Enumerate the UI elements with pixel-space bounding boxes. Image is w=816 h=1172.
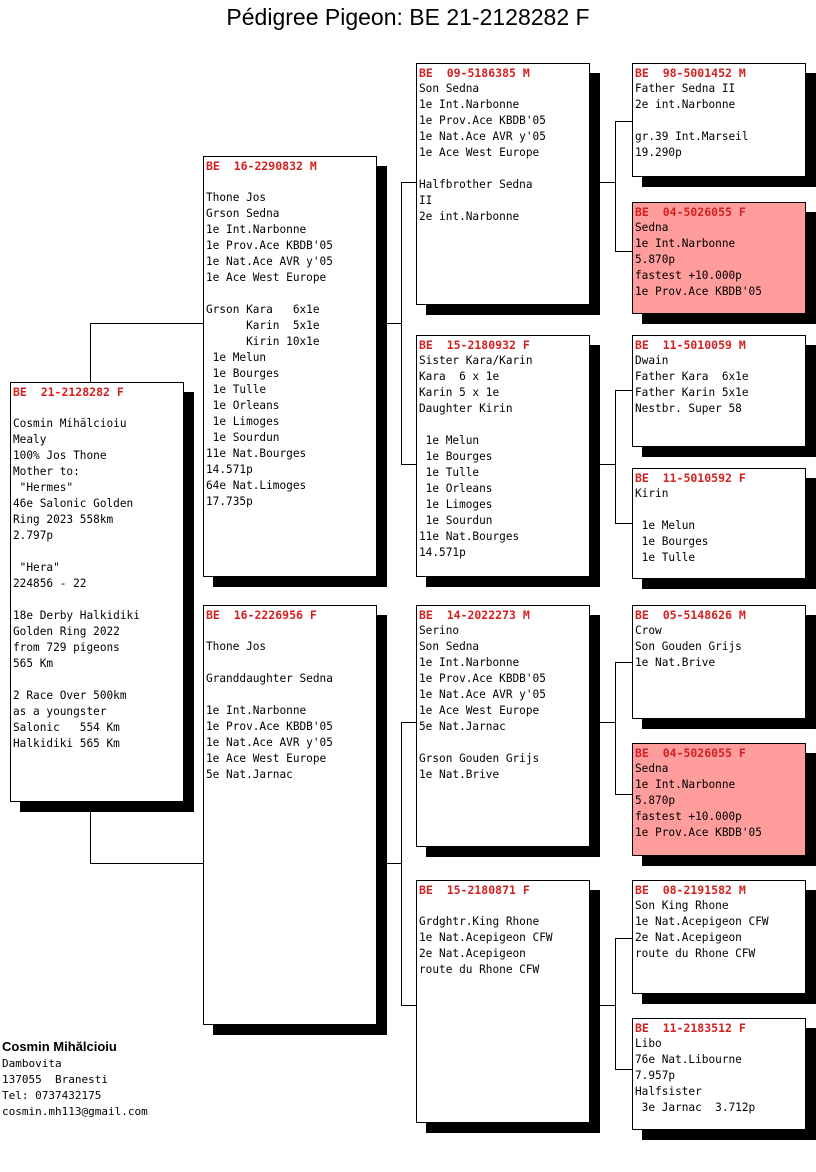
connector xyxy=(401,182,416,183)
pigeon-card-subject xyxy=(10,382,184,802)
note-line: Halkidiki 565 Km xyxy=(13,737,120,750)
connector xyxy=(615,662,616,794)
note-line: Dwain xyxy=(635,354,669,367)
note-line: Sedna xyxy=(635,221,669,234)
note-line: 1e Ace West Europe xyxy=(419,146,540,159)
note-line: 1e Orleans xyxy=(206,399,280,412)
pigeon-notes xyxy=(635,81,803,161)
connector xyxy=(598,464,615,465)
note-line: 11e Nat.Bourges xyxy=(419,530,520,543)
note-line: 1e Tulle xyxy=(206,383,267,396)
note-line: 1e Prov.Ace KBDB'05 xyxy=(419,672,546,685)
note-line: Son King Rhone xyxy=(635,899,729,912)
connector xyxy=(615,523,632,524)
note-line: Thone Jos xyxy=(206,191,267,204)
note-line: Thone Jos xyxy=(206,640,267,653)
ring-number: BE 11-2183512 F xyxy=(635,1021,746,1035)
note-line: 1e Melun xyxy=(635,519,696,532)
note-line xyxy=(419,735,587,751)
note-line: Grdghtr.King Rhone xyxy=(419,915,540,928)
note-line: Sedna xyxy=(635,762,669,775)
connector xyxy=(376,323,401,324)
note-line: Serino xyxy=(419,624,460,637)
note-line: 2.797p xyxy=(13,529,54,542)
owner-region: Dambovita xyxy=(2,1057,62,1070)
connector xyxy=(90,802,91,863)
note-line: 1e Ace West Europe xyxy=(419,704,540,717)
note-line xyxy=(206,687,374,703)
note-line: 46e Salonic Golden xyxy=(13,497,134,510)
note-line xyxy=(419,898,587,914)
note-line: 64e Nat.Limoges xyxy=(206,479,307,492)
note-line: 2 Race Over 500km xyxy=(13,689,127,702)
pigeon-notes xyxy=(13,400,181,752)
note-line: 1e Nat.Ace AVR y'05 xyxy=(419,688,546,701)
connector xyxy=(376,863,401,864)
note-line: from 729 pigeons xyxy=(13,641,120,654)
note-line: 1e Melun xyxy=(419,434,480,447)
pigeon-card-sire-dam xyxy=(416,335,590,577)
note-line: fastest +10.000p xyxy=(635,269,742,282)
note-line: 5e Nat.Jarnac xyxy=(206,768,293,781)
note-line: 1e Ace West Europe xyxy=(206,271,327,284)
note-line: 1e Melun xyxy=(206,351,267,364)
page-title: Pédigree Pigeon: BE 21-2128282 F xyxy=(226,4,590,30)
ring-number: BE 05-5148626 M xyxy=(635,608,746,622)
note-line: Kara 6 x 1e xyxy=(419,370,500,383)
pigeon-notes xyxy=(206,174,374,510)
note-line: 1e Orleans xyxy=(419,482,493,495)
connector xyxy=(615,390,616,523)
owner-name: Cosmin Mihălcioiu xyxy=(2,1039,117,1054)
note-line: Salonic 554 Km xyxy=(13,721,120,734)
note-line: 1e Nat.Brive xyxy=(419,768,500,781)
ring-number: BE 21-2128282 F xyxy=(13,385,124,399)
ring-number: BE 14-2022273 M xyxy=(419,608,530,622)
note-line: 7.957p xyxy=(635,1069,676,1082)
note-line: 1e Sourdun xyxy=(419,514,493,527)
pigeon-card-ssd xyxy=(632,202,806,314)
note-line: route du Rhone CFW xyxy=(419,963,540,976)
pigeon-card-sire-sire xyxy=(416,63,590,305)
pigeon-notes xyxy=(419,623,587,783)
note-line: 1e Int.Narbonne xyxy=(206,704,307,717)
note-line: Father Sedna II xyxy=(635,82,736,95)
ring-number: BE 04-5026055 F xyxy=(635,746,746,760)
pigeon-notes xyxy=(419,898,587,978)
note-line: 1e Prov.Ace KBDB'05 xyxy=(635,285,762,298)
note-line: fastest +10.000p xyxy=(635,810,742,823)
note-line: as a youngster xyxy=(13,705,107,718)
note-line: 1e Prov.Ace KBDB'05 xyxy=(419,114,546,127)
note-line: 1e Ace West Europe xyxy=(206,752,327,765)
ring-number: BE 98-5001452 M xyxy=(635,66,746,80)
connector xyxy=(615,390,632,391)
ring-number: BE 08-2191582 M xyxy=(635,883,746,897)
connector xyxy=(90,863,204,864)
ring-number: BE 16-2290832 M xyxy=(206,159,317,173)
ring-number: BE 11-5010592 F xyxy=(635,471,746,485)
ring-number: BE 15-2180871 F xyxy=(419,883,530,897)
note-line xyxy=(206,174,374,190)
pigeon-card-dss xyxy=(632,605,806,719)
pigeon-card-dam xyxy=(203,605,377,1025)
note-line: Daughter Kirin xyxy=(419,402,513,415)
note-line: 2e Nat.Acepigeon xyxy=(635,931,742,944)
note-line: 18e Derby Halkidiki xyxy=(13,609,140,622)
note-line: 1e Bourges xyxy=(419,450,493,463)
note-line: Grson Gouden Grijs xyxy=(419,752,540,765)
note-line: 14.571p xyxy=(206,463,253,476)
note-line: Halfsister xyxy=(635,1085,702,1098)
note-line: 1e Nat.Acepigeon CFW xyxy=(419,931,553,944)
connector xyxy=(598,182,615,183)
connector xyxy=(401,722,416,723)
owner-phone: Tel: 0737432175 xyxy=(2,1089,102,1102)
note-line: 1e Limoges xyxy=(419,498,493,511)
note-line: II xyxy=(419,194,433,207)
note-line: 19.290p xyxy=(635,146,682,159)
note-line: Mother to: xyxy=(13,465,80,478)
note-line: 1e Nat.Acepigeon CFW xyxy=(635,915,769,928)
note-line: 14.571p xyxy=(419,546,466,559)
note-line: 1e Int.Narbonne xyxy=(635,778,736,791)
note-line: Grson Sedna xyxy=(206,207,280,220)
note-line: Grson Kara 6x1e xyxy=(206,303,320,316)
pigeon-card-dsd xyxy=(632,743,806,856)
note-line: 1e Tulle xyxy=(419,466,480,479)
note-line xyxy=(635,502,803,518)
pigeon-card-ddd xyxy=(632,1018,806,1130)
pigeon-card-sire xyxy=(203,156,377,577)
note-line xyxy=(206,623,374,639)
note-line: 224856 - 22 xyxy=(13,577,87,590)
note-line: 1e Prov.Ace KBDB'05 xyxy=(206,720,333,733)
pigeon-notes xyxy=(635,623,803,671)
ring-number: BE 15-2180932 F xyxy=(419,338,530,352)
connector xyxy=(401,464,416,465)
note-line: 76e Nat.Libourne xyxy=(635,1053,742,1066)
note-line: Mealy xyxy=(13,433,47,446)
pigeon-notes xyxy=(635,486,803,566)
note-line: 1e Nat.Ace AVR y'05 xyxy=(419,130,546,143)
note-line xyxy=(13,400,181,416)
owner-email: cosmin.mh113@gmail.com xyxy=(2,1105,148,1118)
connector xyxy=(598,722,615,723)
note-line: 3e Jarnac 3.712p xyxy=(635,1101,756,1114)
note-line: "Hera" xyxy=(13,561,60,574)
note-line: 1e Int.Narbonne xyxy=(635,237,736,250)
connector xyxy=(90,323,91,384)
note-line: 11e Nat.Bourges xyxy=(206,447,307,460)
note-line: Karin 5x1e xyxy=(206,319,320,332)
note-line: 1e Prov.Ace KBDB'05 xyxy=(206,239,333,252)
note-line: 1e Limoges xyxy=(206,415,280,428)
note-line: Son Sedna xyxy=(419,82,480,95)
pigeon-card-sds xyxy=(632,335,806,447)
connector xyxy=(615,938,632,939)
note-line: Halfbrother Sedna xyxy=(419,178,533,191)
note-line: 100% Jos Thone xyxy=(13,449,107,462)
note-line: 1e Prov.Ace KBDB'05 xyxy=(635,826,762,839)
note-line: Nestbr. Super 58 xyxy=(635,402,742,415)
note-line: 2e int.Narbonne xyxy=(419,210,520,223)
note-line: Kirin xyxy=(635,487,669,500)
connector xyxy=(598,1005,615,1006)
ring-number: BE 09-5186385 M xyxy=(419,66,530,80)
pigeon-notes xyxy=(635,353,803,417)
note-line: Granddaughter Sedna xyxy=(206,672,333,685)
pigeon-notes xyxy=(635,898,803,962)
note-line: 1e Nat.Ace AVR y'05 xyxy=(206,736,333,749)
connector xyxy=(615,251,632,252)
note-line: 1e Tulle xyxy=(635,551,696,564)
pigeon-card-sss xyxy=(632,63,806,177)
note-line: 565 Km xyxy=(13,657,54,670)
note-line: "Hermes" xyxy=(13,481,74,494)
note-line: Golden Ring 2022 xyxy=(13,625,120,638)
note-line xyxy=(635,113,803,129)
note-line: route du Rhone CFW xyxy=(635,947,756,960)
pigeon-notes xyxy=(635,220,803,300)
connector xyxy=(615,794,632,795)
note-line: Father Karin 5x1e xyxy=(635,386,749,399)
note-line: Ring 2023 558km xyxy=(13,513,114,526)
note-line: 1e Nat.Brive xyxy=(635,656,716,669)
note-line: Libo xyxy=(635,1037,662,1050)
pigeon-notes xyxy=(635,1036,803,1116)
pigeon-notes xyxy=(419,353,587,561)
owner-info xyxy=(2,1038,148,1120)
connector xyxy=(90,323,204,324)
note-line: Kirin 10x1e xyxy=(206,335,320,348)
note-line xyxy=(206,286,374,302)
note-line: 1e Int.Narbonne xyxy=(419,656,520,669)
note-line: 1e Sourdun xyxy=(206,431,280,444)
note-line: Sister Kara/Karin xyxy=(419,354,533,367)
note-line: Karin 5 x 1e xyxy=(419,386,500,399)
note-line: 1e Int.Narbonne xyxy=(419,98,520,111)
note-line: 1e Bourges xyxy=(635,535,709,548)
pigeon-card-dds xyxy=(632,880,806,994)
note-line: Son Sedna xyxy=(419,640,480,653)
connector xyxy=(615,121,632,122)
note-line xyxy=(419,161,587,177)
pigeon-notes xyxy=(635,761,803,841)
connector xyxy=(615,662,632,663)
connector xyxy=(401,1005,416,1006)
note-line: 2e Nat.Acepigeon xyxy=(419,947,526,960)
ring-number: BE 11-5010059 M xyxy=(635,338,746,352)
note-line: 1e Nat.Ace AVR y'05 xyxy=(206,255,333,268)
note-line: Crow xyxy=(635,624,662,637)
pigeon-notes xyxy=(419,81,587,225)
ring-number: BE 16-2226956 F xyxy=(206,608,317,622)
note-line xyxy=(13,544,181,560)
connector xyxy=(401,182,402,464)
note-line: Cosmin Mihălcioiu xyxy=(13,417,127,430)
note-line xyxy=(13,672,181,688)
note-line: 5e Nat.Jarnac xyxy=(419,720,506,733)
note-line: 17.735p xyxy=(206,495,253,508)
note-line xyxy=(13,592,181,608)
pigeon-card-dam-dam xyxy=(416,880,590,1123)
note-line: 5.870p xyxy=(635,794,676,807)
connector xyxy=(615,938,616,1069)
note-line: Son Gouden Grijs xyxy=(635,640,742,653)
note-line xyxy=(206,655,374,671)
note-line: 1e Int.Narbonne xyxy=(206,223,307,236)
note-line xyxy=(419,417,587,433)
note-line: Father Kara 6x1e xyxy=(635,370,749,383)
connector xyxy=(615,1069,632,1070)
note-line: gr.39 Int.Marseil xyxy=(635,130,749,143)
ring-number: BE 04-5026055 F xyxy=(635,205,746,219)
connector xyxy=(615,121,616,251)
connector xyxy=(401,722,402,1005)
pigeon-card-dam-sire xyxy=(416,605,590,847)
note-line: 5.870p xyxy=(635,253,676,266)
pigeon-card-sdd xyxy=(632,468,806,579)
owner-address: 137055 Branesti xyxy=(2,1073,108,1086)
note-line: 1e Bourges xyxy=(206,367,280,380)
note-line: 2e int.Narbonne xyxy=(635,98,736,111)
pigeon-notes xyxy=(206,623,374,783)
